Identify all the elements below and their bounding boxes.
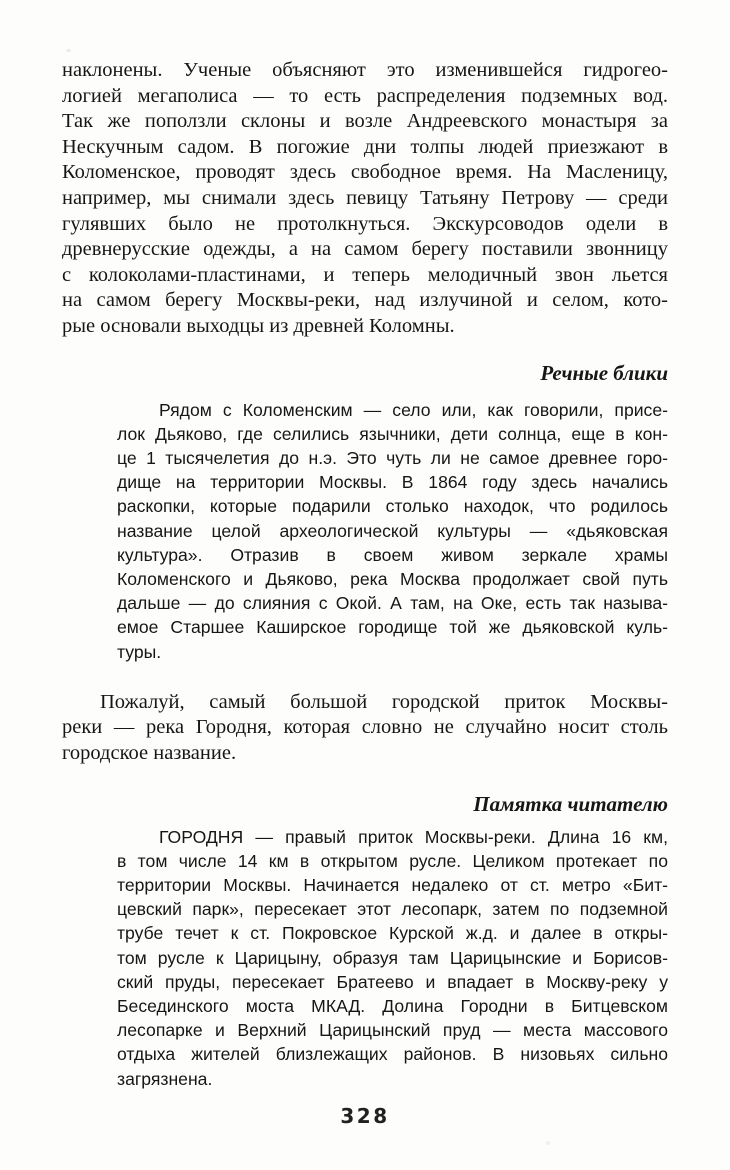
text-line: ГОРОДНЯ — правый приток Москвы-реки. Длина 16 км, bbox=[159, 826, 668, 847]
text-line: рые основали выходцы из древней Коломны. bbox=[62, 314, 455, 337]
scan-artifact bbox=[66, 49, 71, 52]
text-line: раскопки, которые подарили столько находок, что родилось bbox=[117, 496, 668, 517]
paragraph-continuation bbox=[62, 58, 668, 340]
paragraph-gorodnya-intro bbox=[62, 690, 668, 767]
text-line: гулявших было не протолкнуться. Экскурсоводов одели в bbox=[62, 212, 668, 235]
text-line: в том числе 14 км в открытом русле. Целиком протекает по bbox=[117, 850, 668, 871]
text-line: отдыха жителей близлежащих районов. В низовьях сильно bbox=[117, 1044, 668, 1065]
text-line: загрязнена. bbox=[117, 1068, 213, 1089]
text-line: Бесединского моста МКАД. Долина Городни в Битцевском bbox=[117, 995, 668, 1016]
text-line: цевский парк», пересекает этот лесопарк, затем по подземной bbox=[117, 899, 668, 920]
text-line: це 1 тысячелетия до н.э. Это чуть ли не самое древнее горо- bbox=[117, 447, 668, 468]
text-line: дище на территории Москвы. В 1864 году здесь начались bbox=[117, 472, 668, 493]
text-line: дальше — до слияния с Окой. А там, на Оке, есть так называ- bbox=[117, 593, 668, 614]
section-heading-pamyatka-chitatelyu: Памятка читателю bbox=[473, 791, 668, 816]
section-heading-rechnye-bliki: Речные блики bbox=[540, 360, 668, 385]
text-line: наклонены. Ученые объясняют это изменившейся гидрогео- bbox=[62, 59, 668, 81]
inset-blockquote-gorodnya bbox=[117, 825, 668, 1091]
text-line: Рядом с Коломенским — село или, как говорили, присе- bbox=[159, 399, 668, 420]
text-line: ский пруды, пересекает Братеево и впадает в Москву-реку у bbox=[117, 971, 668, 992]
text-line: Коломенское, проводят здесь свободное время. На Масленицу, bbox=[62, 161, 668, 184]
text-line: логией мегаполиса — то есть распределения подземных вод. bbox=[62, 84, 668, 107]
text-line: территории Москвы. Начинается недалеко от ст. метро «Бит- bbox=[117, 874, 668, 895]
text-line: название целой археологической культуры — «дьяковская bbox=[117, 520, 668, 541]
text-line: емое Старшее Каширское городище той же дьяковской куль- bbox=[117, 617, 668, 638]
page-number: 328 bbox=[340, 1103, 390, 1128]
text-line: трубе течет к ст. Покровское Курской ж.д. и далее в откры- bbox=[117, 923, 668, 944]
text-line: лок Дьяково, где селились язычники, дети солнца, еще в кон- bbox=[117, 423, 668, 444]
text-line: например, мы снимали здесь певицу Татьяну Петрову — среди bbox=[62, 186, 668, 209]
text-line: городское название. bbox=[62, 741, 237, 764]
text-line: Нескучным садом. В погожие дни толпы людей приезжают в bbox=[62, 135, 668, 158]
text-line: Пожалуй, самый большой городской приток Москвы- bbox=[100, 690, 668, 713]
text-line: Так же поползли склоны и возле Андреевского монастыря за bbox=[62, 110, 668, 133]
scan-artifact bbox=[546, 1141, 550, 1145]
inset-blockquote-dyakovo bbox=[117, 398, 668, 664]
text-line: древнерусские одежды, а на самом берегу поставили звонницу bbox=[62, 238, 668, 261]
text-line: реки — река Городня, которая словно не случайно носит столь bbox=[62, 716, 668, 739]
text-line: туры. bbox=[117, 641, 162, 662]
text-line: на самом берегу Москвы-реки, над излучиной и селом, кото- bbox=[62, 289, 668, 312]
text-line: с колоколами-пластинами, и теперь мелодичный звон льется bbox=[62, 263, 668, 286]
text-line: Коломенского и Дьяково, река Москва продолжает свой путь bbox=[117, 568, 668, 589]
text-line: лесопарке и Верхний Царицынский пруд — места массового bbox=[117, 1020, 668, 1041]
text-line: культура». Отразив в своем живом зеркале храмы bbox=[117, 544, 668, 565]
text-line: том русле к Царицыну, образуя там Царицынские и Борисов- bbox=[117, 947, 668, 968]
